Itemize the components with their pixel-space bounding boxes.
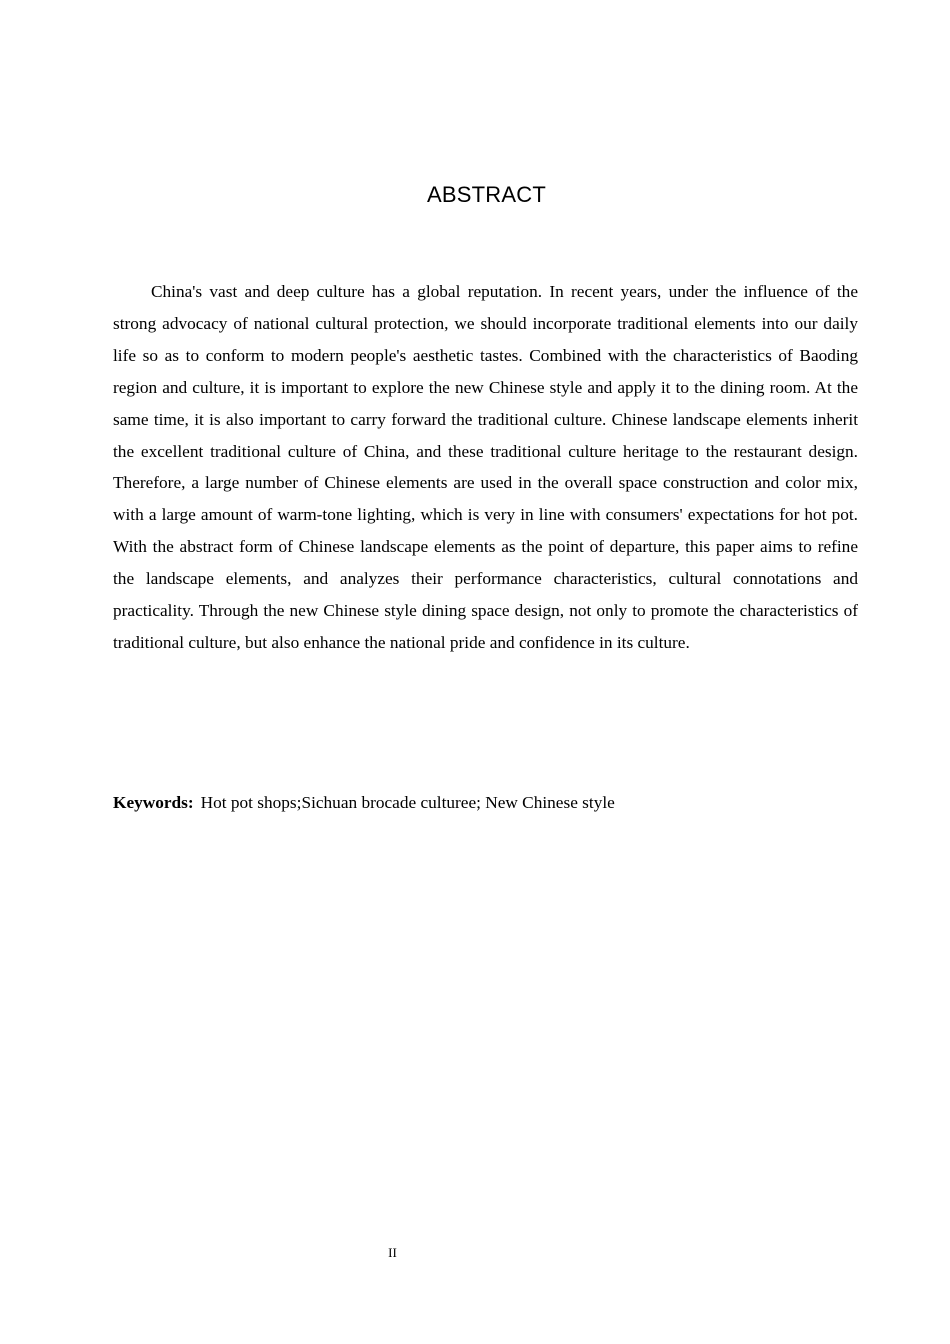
keywords-label: Keywords: — [113, 793, 194, 812]
page-number: II — [388, 1245, 397, 1260]
keywords-value: Hot pot shops;Sichuan brocade culturee; New Chinese style — [200, 793, 615, 812]
abstract-body: China's vast and deep culture has a global reputation. In recent years, under the influence of the strong advocacy of national cultural protection, we should incorporate traditional elements into our daily life so as to conform to modern people's aesthetic tastes. Combined with the characteristics of Baoding region and culture, it is important to explore the new Chinese style and apply it to the dining room. At the same time, it is also important to carry forward the traditional culture. Chinese landscape elements inherit the excellent traditional culture of China, and these traditional culture heritage to the restaurant design. Therefore, a large number of Chinese elements are used in the overall space construction and color mix, with a large amount of warm-tone lighting, which is very in line with consumers' expectations for hot pot. With the abstract form of Chinese landscape elements as the point of departure, this paper aims to refine the landscape elements, and analyzes their performance characteristics, cultural connotations and practicality. Through the new Chinese style dining space design, not only to promote the characteristics of traditional culture, but also enhance the national pride and confidence in its culture. — [113, 282, 858, 652]
keywords-line — [113, 788, 858, 818]
abstract-title: ABSTRACT — [427, 182, 546, 207]
